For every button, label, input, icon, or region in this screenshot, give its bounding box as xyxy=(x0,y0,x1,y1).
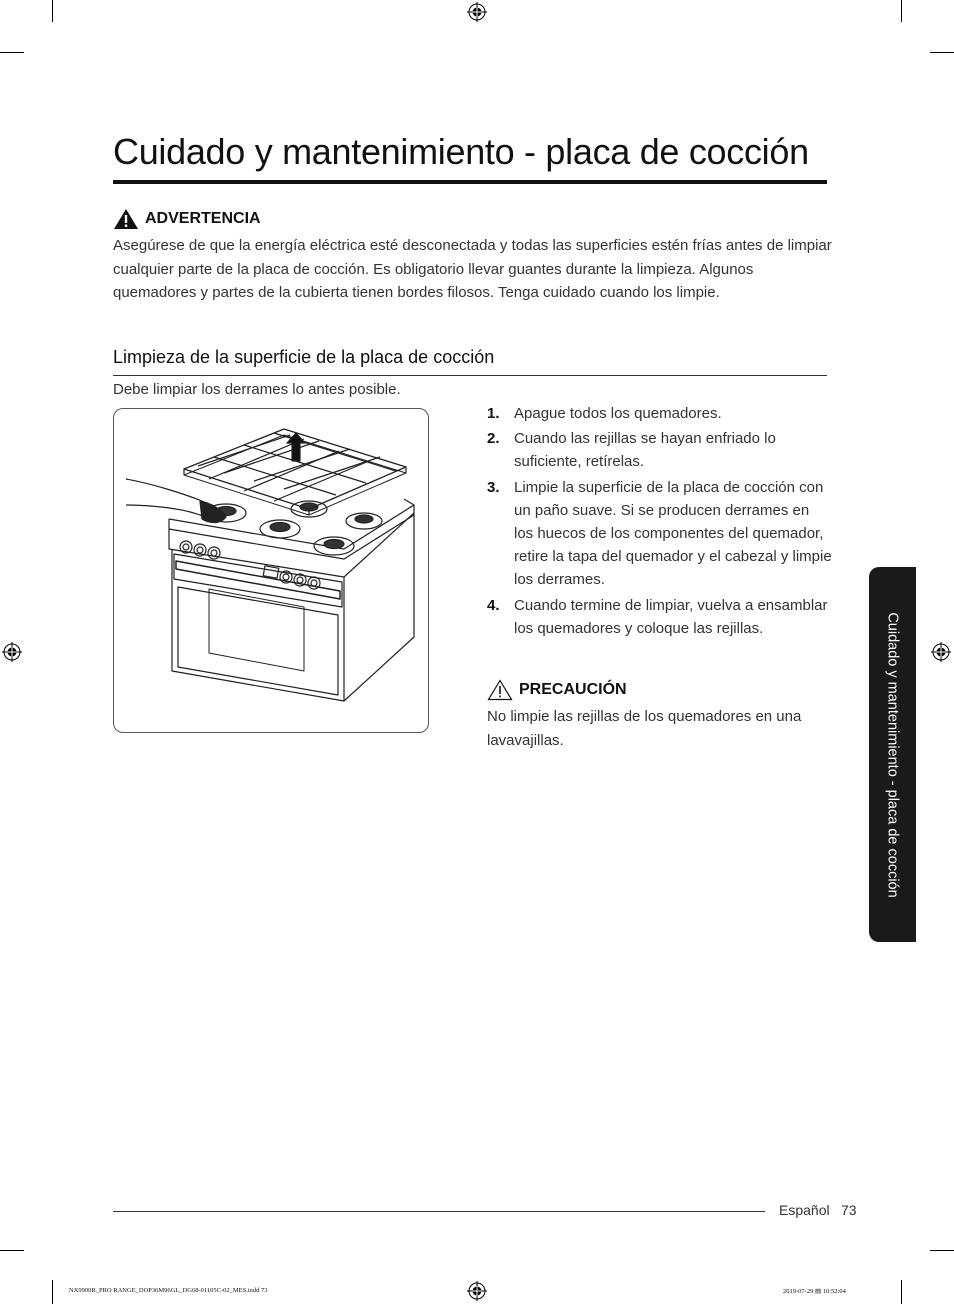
title-rule xyxy=(113,180,827,184)
list-item xyxy=(487,427,832,473)
registration-mark-icon xyxy=(467,2,487,22)
crop-mark xyxy=(901,0,902,22)
steps-list xyxy=(487,402,832,642)
side-tab-text: Cuidado y mantenimiento - placa de cocción xyxy=(884,611,901,898)
registration-mark-icon xyxy=(2,642,22,662)
step-number: 3. xyxy=(487,478,500,496)
crop-mark xyxy=(901,1280,902,1304)
crop-mark xyxy=(52,1280,53,1304)
crop-mark xyxy=(52,0,53,22)
crop-mark xyxy=(930,1250,954,1251)
section-title: Limpieza de la superficie de la placa de cocción xyxy=(113,347,495,367)
crop-mark xyxy=(0,52,24,53)
step-number: 1. xyxy=(487,405,500,422)
step-number: 4. xyxy=(487,596,500,614)
step-text: Cuando las rejillas se hayan enfriado lo suficiente, retírelas. xyxy=(514,430,776,471)
list-item xyxy=(487,476,832,592)
step-number: 2. xyxy=(487,430,500,448)
step-text: Limpie la superficie de la placa de cocción con un paño suave. Si se producen derrames en los huecos de los componentes del quemador, retire la tapa del quemador y el cabezal y limpie los derrames. xyxy=(514,478,832,589)
warning-outline-triangle-icon xyxy=(487,679,513,701)
print-timestamp: 2019-07-29 ▤ 10:52:04 xyxy=(783,1288,846,1295)
crop-mark xyxy=(0,1250,24,1251)
range-cleaning-illustration xyxy=(113,408,429,733)
warning-label: ADVERTENCIA xyxy=(145,210,261,227)
caution-text: No limpie las rejillas de los quemadores en una lavavajillas. xyxy=(487,708,802,749)
section-intro: Debe limpiar los derrames lo antes posible. xyxy=(113,381,401,398)
warning-text: Asegúrese de que la energía eléctrica esté desconectada y todas las superficies estén frías antes de limpiar cualquier parte de la placa de cocción. Es obligatorio llevar guantes durante la limpieza. Algunos quemadores y partes de la cubierta tienen bordes filosos. Tenga cuidado cuando los limpie. xyxy=(113,237,832,301)
caution-heading xyxy=(487,679,627,701)
section-rule xyxy=(113,375,827,376)
warning-filled-triangle-icon xyxy=(113,208,139,230)
chapter-side-tab-label xyxy=(869,567,916,942)
footer-rule xyxy=(113,1211,765,1212)
registration-mark-icon xyxy=(467,1281,487,1301)
file-slug: NX9900R_PRO RANGE_DOP36M96GL_DG68-01105C-02_MES.indd 73 xyxy=(69,1287,268,1294)
crop-mark xyxy=(930,52,954,53)
caution-label: PRECAUCIÓN xyxy=(519,681,627,698)
list-item xyxy=(487,402,832,425)
registration-mark-icon xyxy=(931,642,951,662)
footer-language: Español xyxy=(779,1202,830,1218)
gas-range-illustration xyxy=(114,409,429,733)
page-title: Cuidado y mantenimiento - placa de cocción xyxy=(113,131,809,172)
step-text: Cuando termine de limpiar, vuelva a ensamblar los quemadores y coloque las rejillas. xyxy=(514,596,828,637)
warning-heading xyxy=(113,208,261,230)
step-text: Apague todos los quemadores. xyxy=(514,405,722,422)
page-number: 73 xyxy=(841,1202,857,1218)
list-item xyxy=(487,594,832,640)
